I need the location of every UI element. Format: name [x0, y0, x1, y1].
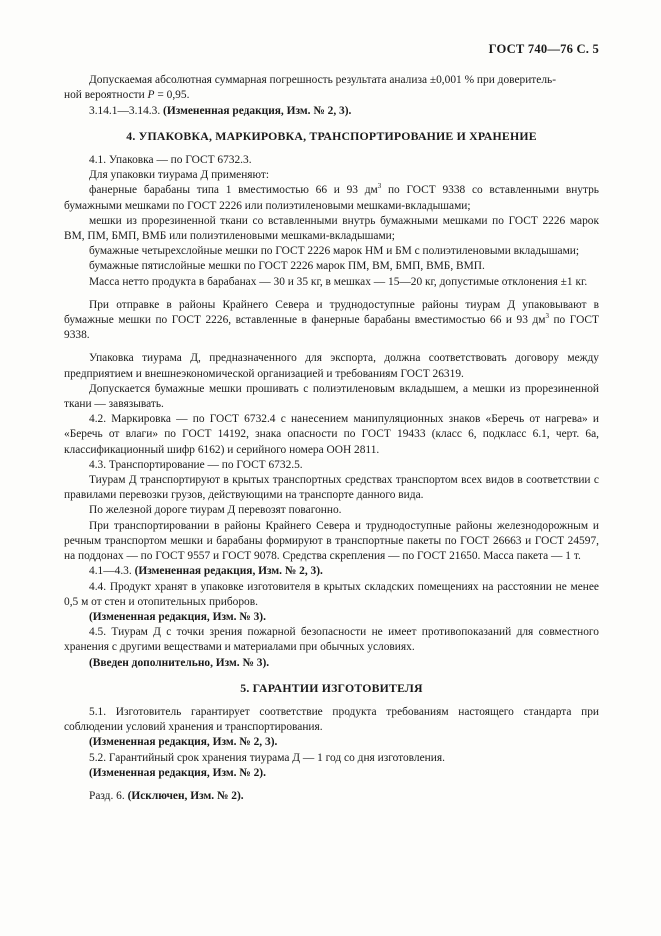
section-4-heading: 4. УПАКОВКА, МАРКИРОВКА, ТРАНСПОРТИРОВАНИЕ И ХРАНЕНИЕ: [126, 128, 537, 143]
clause-edit-note: 3.14.1—3.14.3. (Измененная редакция, Изм. № 2, 3).: [89, 104, 352, 117]
section-5-heading: 5. ГАРАНТИИ ИЗГОТОВИТЕЛЯ: [240, 680, 423, 695]
error-paragraph-cont: ной вероятности P = 0,95.: [64, 89, 190, 102]
bag-sewing: Допускается бумажные мешки прошивать с полиэтиленовым вкладышем, а мешки из прорезиненной ткани — завязывать.: [64, 382, 599, 411]
document-page: [64, 42, 599, 804]
clause-5-1: 5.1. Изготовитель гарантирует соответствие продукта требованиям настоящего стандарта при соблюдении условий хранения и транспортирования.: [64, 705, 599, 734]
clause-5-2: 5.2. Гарантийный срок хранения тиурама Д — 1 год со дня изготовления.: [89, 751, 445, 764]
transport-covered: Тиурам Д транспортируют в крытых транспортных средствах транспортом всех видов в соответствии с правилами перевозки грузов, действующими на транспорте данного вида.: [64, 474, 599, 502]
transport-far-north: При транспортировании в районы Крайнего Севера и труднодоступные районы железнодорожным и речным транспортом мешки и барабаны формируют в транспортные пакеты по ГОСТ 26663 и ГОСТ 24597, на поддонах — по ГОСТ 9557 и ГОСТ 9078. Средства скрепления — по ГОСТ 21650. Масса пакета — 1 т.: [64, 519, 599, 563]
section-6-excluded: Разд. 6. (Исключен, Изм. № 2).: [89, 789, 244, 802]
packaging-five-ply: бумажные пятислойные мешки по ГОСТ 2226 марок ПМ, ВМ, БМП, ВМБ, ВМП.: [89, 260, 485, 273]
clause-4-4-edit: (Измененная редакция, Изм. № 3).: [89, 610, 266, 623]
clause-4-5: 4.5. Тиурам Д с точки зрения пожарной безопасности не имеет противопоказаний для совместного хранения с другими веществами и материалами при обычных условиях.: [64, 626, 599, 654]
clause-4-2: 4.2. Маркировка — по ГОСТ 6732.4 с нанесением манипуляционных знаков «Беречь от нагрева» и «Беречь от влаги» по ГОСТ 14192, знака опасности по ГОСТ 19433 (класс 6, подкласс 6.1, черт. 6а, классификационный шифр 6162) и серийного номера ООН 2811.: [64, 413, 599, 456]
clause-4-5-edit: (Введен дополнительно, Изм. № 3).: [89, 656, 270, 669]
packaging-rubber-bags: мешки из прорезиненной ткани со вставленными внутрь бумажными мешками по ГОСТ 2226 марок ВМ, ПМ, БМП, ВМБ или полиэтиленовыми мешками-вкладышами;: [64, 214, 599, 243]
clause-4-4: 4.4. Продукт хранят в упаковке изготовителя в крытых складских помещениях на расстоянии не менее 0,5 м от стен и отопительных приборов.: [64, 580, 599, 608]
net-mass: Масса нетто продукта в барабанах — 30 и 35 кг, в мешках — 15—20 кг, допустимые отклонения ±1 кг.: [89, 275, 588, 288]
export-packaging: Упаковка тиурама Д, предназначенного для экспорта, должна соответствовать договору между предприятием и внешнеэкономической организацией и требованиям ГОСТ 26319.: [64, 352, 599, 380]
clause-5-2-edit: (Измененная редакция, Изм. № 2).: [89, 766, 266, 779]
clause-4-3: 4.3. Транспортирование — по ГОСТ 6732.5.: [89, 458, 303, 471]
far-north-packaging: При отправке в районы Крайнего Севера и труднодоступные районы тиурам Д упаковывают в бумажные мешки по ГОСТ 2226, вставленные в фанерные барабаны вместимостью 66 и 93 $дм^3$ по ГОСТ 9338.: [64, 298, 599, 342]
clause-4-1: 4.1. Упаковка — по ГОСТ 6732.3.: [89, 154, 252, 167]
clause-5-1-edit: (Измененная редакция, Изм. № 2, 3).: [89, 736, 278, 749]
transport-rail: По железной дороге тиурам Д перевозят повагонно.: [89, 504, 342, 517]
probability-variable: P: [147, 89, 155, 102]
clause-4-1-4-3-edit: 4.1—4.3. (Измененная редакция, Изм. № 2, 3).: [89, 565, 323, 578]
packaging-drums: фанерные барабаны типа 1 вместимостью 66 и 93 $дм^3$ по ГОСТ 9338 со вставленными внутрь бумажными мешками по ГОСТ 2226 или полиэтиленовыми мешками-вкладышами;: [64, 182, 599, 212]
packaging-intro: Для упаковки тиурама Д применяют:: [89, 169, 270, 182]
running-head: ГОСТ 740—76 С. 5: [488, 42, 599, 56]
error-paragraph: Допускаемая абсолютная суммарная погрешность результата анализа ±0,001 % при доверитель-: [89, 74, 557, 87]
packaging-four-ply: бумажные четырехслойные мешки по ГОСТ 2226 марок НМ и БМ с полиэтиленовыми вкладышами;: [89, 245, 580, 258]
